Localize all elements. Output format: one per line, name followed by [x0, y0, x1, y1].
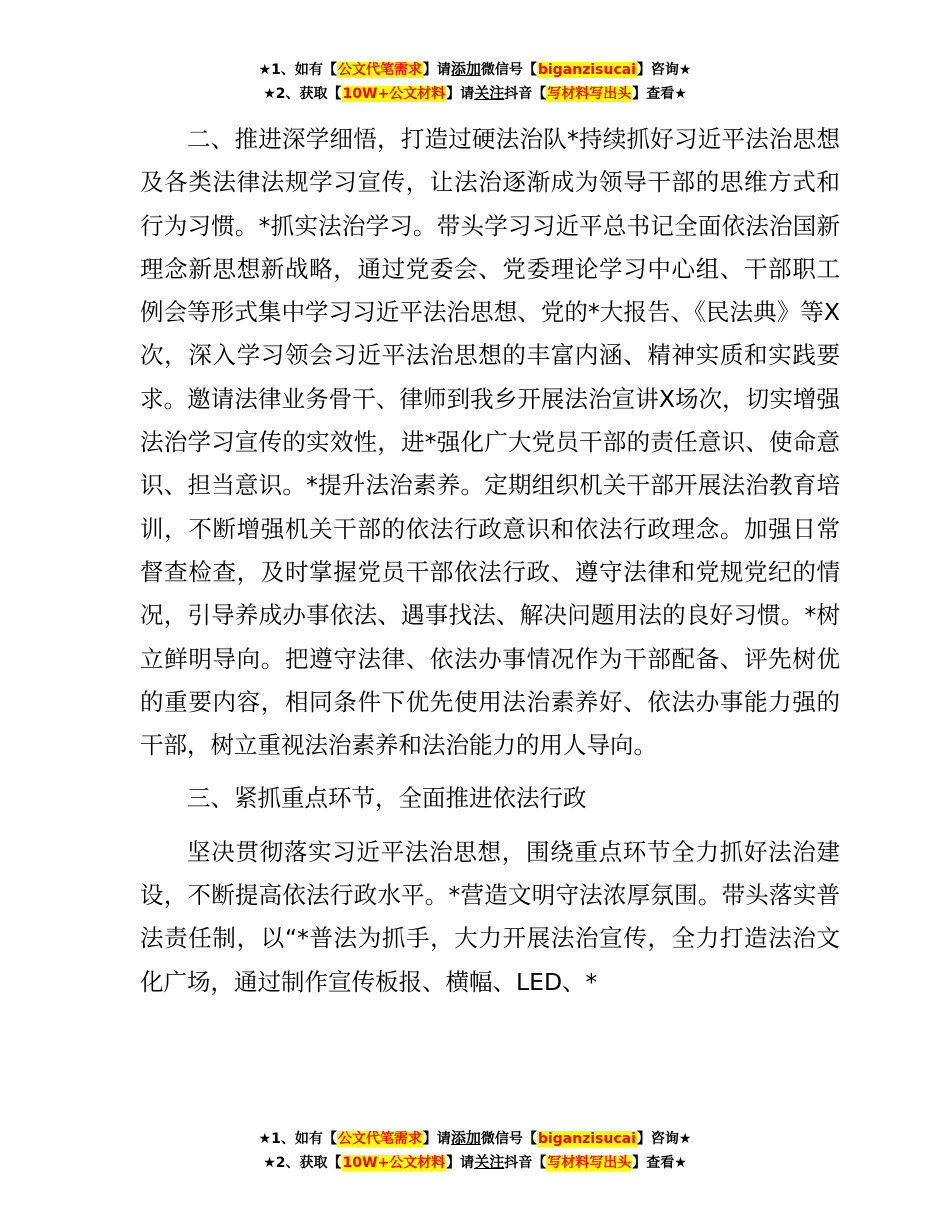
banner-text: 】请: [422, 1131, 451, 1147]
banner-highlight: 公文代笔需求: [337, 1131, 422, 1147]
banner-text: 微信号【: [480, 1131, 537, 1147]
banner-emphasis: 添加: [450, 60, 481, 78]
banner-text: 微信号【: [480, 62, 537, 78]
banner-emphasis: 添加: [450, 1129, 481, 1147]
document-body: [140, 118, 840, 1004]
banner-highlight: 10W+公文材料: [342, 1155, 446, 1171]
footer-banner: [0, 1127, 950, 1175]
header-banner: [0, 58, 950, 106]
paragraph-section-two: 二、推进深学细悟，打造过硬法治队*持续抓好习近平法治思想及各类法律法规学习宣传，让法治逐渐成为领导干部的思维方式和行为习惯。*抓实法治学习。带头学习习近平总书记全面依法治国新理念新思想新战略，通过党委会、党委理论学习中心组、干部职工例会等形式集中学习习近平法治思想、党的*大报告、《民法典》等X次，深入学习领会习近平法治思想的丰富内涵、精神实质和实践要求。邀请法律业务骨干、律师到我乡开展法治宣讲X场次，切实增强法治学习宣传的实效性，进*强化广大党员干部的责任意识、使命意识、担当意识。*提升法治素养。定期组织机关干部开展法治教育培训，不断增强机关干部的依法行政意识和依法行政理念。加强日常督查检查，及时掌握党员干部依法行政、遵守法律和党规党纪的情况，引导养成办事依法、遇事找法、解决问题用法的良好习惯。*树立鲜明导向。把遵守法律、依法办事情况作为干部配备、评先树优的重要内容，相同条件下优先使用法治素养好、依法办事能力强的干部，树立重视法治素养和法治能力的用人导向。: [140, 125, 840, 760]
banner-text: 】查看★: [632, 86, 687, 102]
banner-text: 】咨询★: [636, 62, 692, 78]
banner-text: ★1、如有【: [258, 62, 337, 78]
banner-highlight: 公文代笔需求: [337, 62, 422, 78]
banner-text: 】请: [446, 86, 475, 102]
banner-line-1: [0, 58, 950, 82]
banner-text: 】请: [446, 1155, 475, 1171]
banner-text: ★1、如有【: [258, 1131, 337, 1147]
banner-highlight: 写材料写出头: [547, 1155, 632, 1171]
banner-line-1: [0, 1127, 950, 1151]
banner-text: ★2、获取【: [263, 86, 342, 102]
banner-line-2: [0, 1151, 950, 1175]
banner-emphasis: 关注: [474, 84, 505, 102]
banner-emphasis: 关注: [474, 1153, 505, 1171]
banner-text: 】请: [422, 62, 451, 78]
banner-text: 抖音【: [504, 86, 547, 102]
banner-line-2: [0, 82, 950, 106]
section-heading-three: 三、紧抓重点环节，全面推进依法行政: [187, 784, 587, 813]
paragraph-section-three: 坚决贯彻落实习近平法治思想，围绕重点环节全力抓好法治建设，不断提高依法行政水平。*营造文明守法浓厚氛围。带头落实普法责任制，以“*普法为抓手，大力开展法治宣传，全力打造法治文化广场，通过制作宣传板报、横幅、LED、*: [140, 837, 840, 996]
banner-highlight: biganzisucai: [537, 62, 636, 78]
banner-highlight: biganzisucai: [537, 1131, 636, 1147]
banner-text: 】咨询★: [636, 1131, 692, 1147]
banner-highlight: 10W+公文材料: [342, 86, 446, 102]
banner-text: ★2、获取【: [263, 1155, 342, 1171]
banner-text: 】查看★: [632, 1155, 687, 1171]
banner-highlight: 写材料写出头: [547, 86, 632, 102]
banner-text: 抖音【: [504, 1155, 547, 1171]
